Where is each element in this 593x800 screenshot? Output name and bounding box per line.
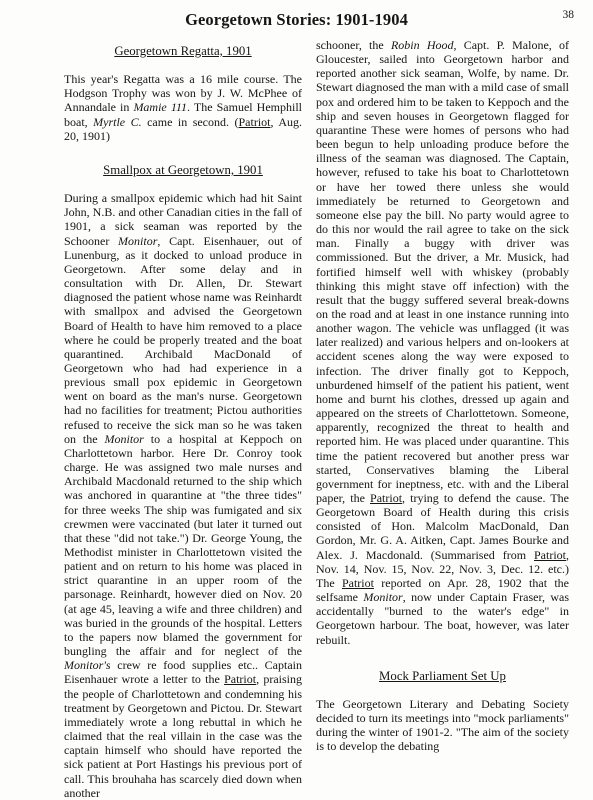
source-citation: Patriot (341, 575, 374, 590)
paragraph-regatta: This year's Regatta was a 16 mile course. The Hodgson Trophy was won by J. W. McPhee of Annandale in Mamie 111. The Samuel Hemphill boat, Myrtle C. came in second. (Patriot, Aug. 20, 1901) (64, 72, 302, 143)
left-column (64, 44, 302, 800)
ship-name: Monitor (118, 233, 158, 248)
section-heading-mock-parliament: Mock Parliament Set Up (379, 668, 506, 683)
source-citation: Patriot (534, 547, 566, 562)
section-heading-smallpox: Smallpox at Georgetown, 1901 (103, 162, 263, 177)
right-column (316, 38, 569, 754)
source-citation: Patriot (238, 114, 271, 129)
paragraph-smallpox: During a smallpox epidemic which had hit Saint John, N.B. and other Canadian cities in the fall of 1901, a sick seaman was reported by the Schooner Monitor, Capt. Eisenhauer, out of Lunenburg, as it docked to unload produce in Georgetown. After some delay and in consultation with Dr. Allen, Dr. Stewart diagnosed the patient whose name was Reinhardt with smallpox and advised the Georgetown Board of Health to have him removed to a place where he could be properly treated and the boat quarantined. Archibald MacDonald of Georgetown who had had experience in a previous small pox epidemic in Georgetown went on board as the man's nurse. Georgetown had no facilities for treatment; Pictou authorities refused to receive the sick man so he was taken on the Monitor to a hospital at Keppoch on Charlottetown harbor. Here Dr. Conroy took charge. He was assigned two male nurses and Archibald Macdonald returned to the ship which was anchored in quarantine at "the three tides" for three weeks The ship was fumigated and six crewmen were vaccinated (but later it turned out that these "did not take.") Dr. George Young, the Methodist minister in Charlottetown visited the patient and on return to his home was placed in strict quarantine in an upper room of the parsonage. Reinhardt, however died on Nov. 20 (at age 45, leaving a wife and three children) and was buried in the grounds of the hospital. Letters to the papers now blamed the government for bungling the affair and for neglect of the Monitor's crew re food supplies etc.. Captain Eisenhauer wrote a letter to the Patriot, praising the people of Charlottetown and condemning his treatment by Georgetown and Pictou. Dr. Stewart immediately wrote a long rebuttal in which he claimed that the real villain in the case was the captain himself who should have reported the sick patient at Port Hastings his previous port of call. This brouhaha has scarcely died down when another (64, 191, 302, 800)
boat-name: Myrtle C. (93, 114, 142, 129)
boat-name: Mamie 111 (133, 100, 188, 115)
ship-name: Monitor (104, 431, 144, 446)
page-number: 38 (562, 9, 574, 21)
paragraph-smallpox-continued: schooner, the Robin Hood, Capt. P. Malone, of Gloucester, sailed into Georgetown harbor and reported another sick seaman, Wolfe, by name. Dr. Stewart diagnosed the man with a mild case of small pox and ordered him to be taken to Keppoch and the ship and seven houses in Georgetown flagged for quarantine These were homes of persons who had been begun to help unloading produce before the illness of the seaman was diagnosed. The Captain, however, refused to take his boat to Charlottetown or have her towed there unless she would immediately be returned to Georgetown and someone else pay the bill. No party would agree to do this nor would the rail agree to take on the sick man. Finally a buggy with driver was commissioned. But the driver, a Mr. Musick, had fortified himself well with whiskey (probably thinking this might stave off infection) with the result that the buggy suffered several break-downs on the road and at least in one instance running into another wagon. The vehicle was unflagged (it was later realized) and various helpers and on-lookers at accident scenes along the way were exposed to infection. The driver finally got to Keppoch, unburdened himself of the patient his patient, went home and burnt his clothes, dressed up again and appeared on the streets of Charlottetown. Someone, apparently, recognized the threat to health and reported him. He was placed under quarantine. This time the patient recovered but another press war started, Conservatives blaming the Liberal government for ineptness, etc. with and the Liberal paper, the Patriot, trying to defend the cause. The Georgetown Board of Health during this crisis consisted of Hon. Malcolm MacDonald, Dan Gordon, Mr. G. A. Aitken, Capt. James Bourke and Alex. J. Macdonald. (Summarised from Patriot, Nov. 14, Nov. 15, Nov. 22, Nov. 3, Dec. 12. etc.) The Patriot reported on Apr. 28, 1902 that the selfsame Monitor, now under Captain Fraser, was accidentally "burned to the water's edge" in Georgetown harbour. The boat, however, was later rebuilt. (316, 38, 570, 647)
section-heading-regatta: Georgetown Regatta, 1901 (114, 44, 252, 58)
page-title: Georgetown Stories: 1901-1904 (185, 10, 408, 29)
ship-name: Robin Hood (390, 38, 454, 52)
paragraph-mock-parliament: The Georgetown Literary and Debating Society decided to turn its meetings into "mock parliaments" during the winter of 1901-2. "The aim of the society is to develop the debating (316, 696, 569, 754)
ship-name: Monitor (363, 590, 403, 605)
ship-name: Monitor's (64, 658, 111, 673)
source-citation: Patriot (370, 491, 403, 505)
source-citation: Patriot (224, 672, 257, 687)
